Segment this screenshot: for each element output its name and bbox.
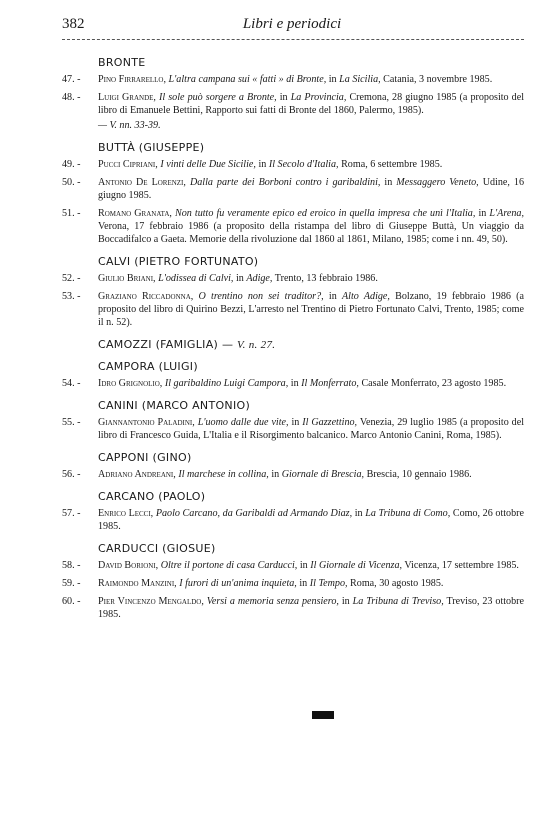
entry-in: in — [354, 508, 363, 519]
section — [62, 255, 524, 329]
bibliography-entry — [62, 595, 524, 621]
section-heading-text: CAMPORA (LUIGI) — [98, 360, 198, 373]
entry-in: in — [290, 378, 299, 389]
entry-in: in — [299, 578, 308, 589]
ink-blot — [312, 711, 334, 719]
entry-title: L'uomo dalle due vite, — [197, 417, 289, 428]
section — [62, 360, 524, 390]
section-heading — [98, 542, 524, 555]
section — [62, 490, 524, 533]
entry-title: Il marchese in collina, — [178, 469, 269, 480]
section — [62, 56, 524, 132]
entry-author: Pino Firrarello, — [98, 74, 166, 85]
section-heading-text: CALVI (PIETRO FORTUNATO) — [98, 255, 259, 268]
section — [62, 141, 524, 246]
entry-number: 57. - — [62, 508, 81, 519]
entry-publication: Alto Adige, — [341, 291, 390, 302]
entry-in: in — [235, 273, 244, 284]
entry-author: Pier Vincenzo Mengaldo, — [98, 596, 204, 607]
entry-author: Enrico Lecci, — [98, 508, 154, 519]
entry-author: Romano Granata, — [98, 208, 172, 219]
bibliography-entry — [62, 272, 524, 285]
entry-title: Il garibaldino Luigi Campora, — [164, 378, 289, 389]
entry-title: Paolo Carcano, da Garibaldi ad Armando Diaz, — [155, 508, 353, 519]
entry-in: in — [258, 159, 267, 170]
bibliography-entry — [62, 73, 524, 86]
entry-number: 54. - — [62, 378, 81, 389]
entry-author: Adriano Andreani, — [98, 469, 176, 480]
entry-title: I furori di un'anima inquieta, — [179, 578, 297, 589]
entry-title: Oltre il portone di casa Carducci, — [160, 560, 298, 571]
bibliography-entry — [62, 207, 524, 246]
bibliography-entry — [62, 559, 524, 572]
entry-publication: Giornale di Brescia, — [281, 469, 365, 480]
entry-in: in — [279, 92, 288, 103]
entry-author: Antonio De Lorenzi, — [98, 177, 186, 188]
bibliography-list — [62, 56, 524, 630]
section-heading — [98, 338, 524, 351]
entry-author: David Borioni, — [98, 560, 159, 571]
entry-in: in — [328, 291, 337, 302]
entry-details: Udine, 16 giugno 1985. — [98, 177, 525, 201]
entry-details: Cremona, 28 giugno 1985 (a proposito del libro di Emanuele Bettini, Rapporto sui fatti di Bronte del 1860, Palermo, 1985). — [98, 92, 525, 116]
entry-in: in — [384, 177, 393, 188]
entry-details: Treviso, 23 ottobre 1985. — [98, 596, 524, 620]
entry-in: in — [341, 596, 350, 607]
entry-details: Verona, 17 febbraio 1986 (a proposito della ristampa del libro di Giuseppe Buttà, Un viaggio da Boccadifalco a Gaeta. Memorie della rivoluzione dal 1860 al 1861, Milano, 1985; come i nn. 49, 50). — [98, 221, 524, 245]
entry-publication: Il Monferrato, — [301, 378, 359, 389]
entry-number: 58. - — [62, 560, 81, 571]
entry-details: Roma, 6 settembre 1985. — [341, 159, 443, 170]
bibliography-entry — [62, 507, 524, 533]
entry-number: 47. - — [62, 74, 81, 85]
entry-number: 52. - — [62, 273, 81, 284]
entry-author: Giannantonio Paladini, — [98, 417, 195, 428]
entry-publication: Adige, — [246, 273, 273, 284]
section-heading — [98, 141, 524, 154]
section-heading — [98, 490, 524, 503]
bibliography-entry — [62, 416, 524, 442]
entry-in: in — [478, 208, 487, 219]
entry-author: Luigi Grande, — [98, 92, 156, 103]
entry-author: Graziano Riccadonna, — [98, 291, 194, 302]
entry-title: Il sole può sorgere a Bronte, — [159, 92, 277, 103]
section-heading — [98, 255, 524, 268]
entry-details: Brescia, 10 gennaio 1986. — [366, 469, 472, 480]
bibliography-entry — [62, 91, 524, 117]
entry-in: in — [299, 560, 308, 571]
section — [62, 451, 524, 481]
running-title: Libri e periodici — [242, 16, 342, 32]
entry-title: Versi a memoria senza pensiero, — [206, 596, 339, 607]
bibliography-entry — [62, 577, 524, 590]
entry-details: Vicenza, 17 settembre 1985. — [404, 560, 519, 571]
section-heading-text: CANINI (MARCO ANTONIO) — [98, 399, 251, 412]
bibliography-entry — [62, 377, 524, 390]
entry-number: 50. - — [62, 177, 81, 188]
section-heading — [98, 360, 524, 373]
entry-publication: Il Giornale di Vicenza, — [310, 560, 403, 571]
section-heading — [98, 56, 524, 69]
section — [62, 399, 524, 442]
entry-publication: Il Secolo d'Italia, — [268, 159, 339, 170]
entry-author: Pucci Cipriani, — [98, 159, 158, 170]
section-heading-text: CARCANO (PAOLO) — [98, 490, 206, 503]
section — [62, 542, 524, 621]
entry-details: Trento, 13 febbraio 1986. — [274, 273, 378, 284]
entry-author: Idro Grignolio, — [98, 378, 163, 389]
entry-title: Non tutto fu veramente epico ed eroico in quella impresa che unì l'Italia, — [174, 208, 476, 219]
page-number: 382 — [62, 16, 85, 32]
entry-title: O trentino non sei traditor?, — [198, 291, 324, 302]
entry-publication: La Provincia, — [290, 92, 347, 103]
entry-title: L'odissea di Calvi, — [158, 273, 234, 284]
entry-number: 56. - — [62, 469, 81, 480]
entry-number: 60. - — [62, 596, 81, 607]
bibliography-entry — [62, 176, 524, 202]
entry-number: 55. - — [62, 417, 81, 428]
cross-reference: V. n. 27. — [237, 339, 276, 351]
cross-reference: — V. nn. 33-39. — [98, 120, 161, 131]
entry-in: in — [271, 469, 280, 480]
entry-title: Dalla parte dei Borboni contro i garibaldini, — [189, 177, 381, 188]
section-heading — [98, 451, 524, 464]
entry-publication: La Tribuna di Treviso, — [352, 596, 444, 607]
section-heading-text: BRONTE — [98, 56, 146, 69]
entry-publication: La Sicilia, — [339, 74, 381, 85]
entry-details: Catania, 3 novembre 1985. — [383, 74, 493, 85]
entry-details: Como, 26 ottobre 1985. — [98, 508, 524, 532]
entry-publication: Messaggero Veneto, — [396, 177, 479, 188]
entry-publication: L'Arena, — [489, 208, 524, 219]
entry-details: Roma, 30 agosto 1985. — [350, 578, 444, 589]
bibliography-entry — [62, 158, 524, 171]
entry-number: 51. - — [62, 208, 81, 219]
entry-publication: La Tribuna di Como, — [365, 508, 451, 519]
entry-number: 59. - — [62, 578, 81, 589]
entry-title: I vinti delle Due Sicilie, — [160, 159, 256, 170]
section-heading-text: BUTTÀ (GIUSEPPE) — [98, 141, 205, 154]
entry-details: Venezia, 29 luglio 1985 (a proposito del libro di Francesco Guida, L'Italia e il Risorgimento balcanico. Marco Antonio Canini, Roma, 1985). — [98, 417, 524, 441]
entry-author: Giulio Briani, — [98, 273, 156, 284]
entry-number: 53. - — [62, 291, 81, 302]
entry-in: in — [328, 74, 337, 85]
section-heading-text: CAPPONI (GINO) — [98, 451, 192, 464]
section-heading-text: CARDUCCI (GIOSUE) — [98, 542, 216, 555]
entry-details: Bolzano, 19 febbraio 1986 (a proposito del libro di Quirino Bezzi, L'arresto nel Trentino di Pietro Fortunato Calvi, Trento, 1985; come il n. 52). — [98, 291, 524, 328]
section-heading-text: CAMOZZI (FAMIGLIA) — — [98, 338, 234, 351]
entry-author: Raimondo Manzini, — [98, 578, 177, 589]
entry-number: 49. - — [62, 159, 81, 170]
entry-publication: Il Tempo, — [309, 578, 348, 589]
section-heading — [98, 399, 524, 412]
header-rule — [62, 39, 524, 40]
entry-title: L'altra campana sui « fatti » di Bronte, — [168, 74, 327, 85]
bibliography-entry — [62, 468, 524, 481]
entry-in: in — [291, 417, 300, 428]
entry-publication: Il Gazzettino, — [302, 417, 358, 428]
entry-details: Casale Monferrato, 23 agosto 1985. — [361, 378, 507, 389]
page-header — [62, 16, 522, 38]
section — [62, 338, 524, 351]
entry-number: 48. - — [62, 92, 81, 103]
bibliography-entry — [62, 290, 524, 329]
